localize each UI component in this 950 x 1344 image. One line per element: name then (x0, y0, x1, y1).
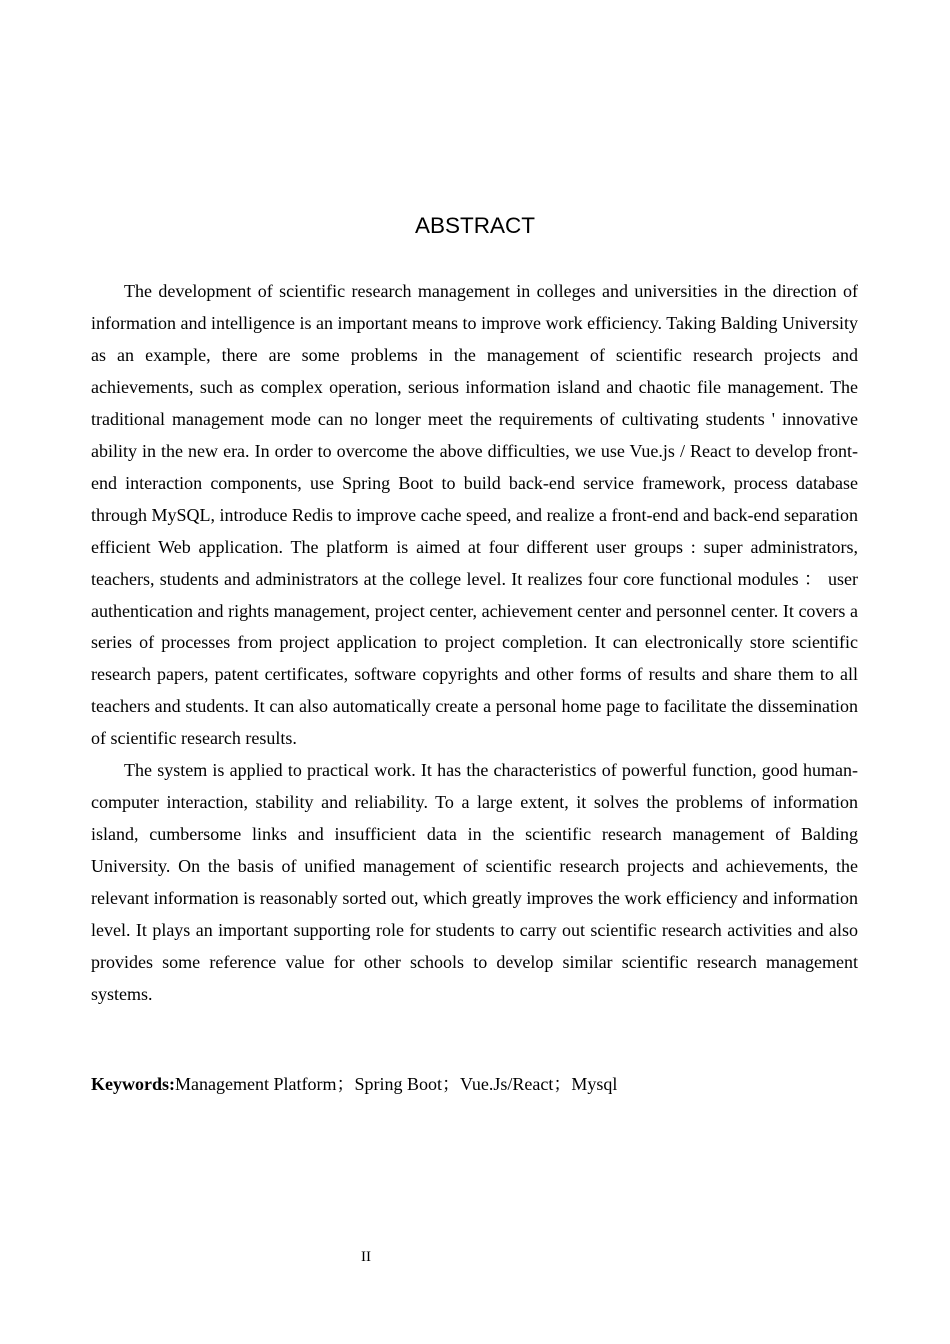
keywords-label: Keywords: (91, 1074, 175, 1094)
abstract-paragraph-1: The development of scientific research management in colleges and universities in the direction of information and intelligence is an important means to improve work efficiency. Taking Balding University as an example, there are some problems in the management of scientific research projects and achievements, such as complex operation, serious information island and chaotic file management. The traditional management mode can no longer meet the requirements of cultivating students ' innovative ability in the new era. In order to overcome the above difficulties, we use Vue.js / React to develop front-end interaction components, use Spring Boot to build back-end service framework, process database through MySQL, introduce Redis to improve cache speed, and realize a front-end and back-end separation efficient Web application. The platform is aimed at four different user groups : super administrators, teachers, students and administrators at the college level. It realizes four core functional modules ： user authentication and rights management, project center, achievement center and personnel center. It covers a series of processes from project application to project completion. It can electronically store scientific research papers, patent certificates, software copyrights and other forms of results and share them to all teachers and students. It can also automatically create a personal home page to facilitate the dissemination of scientific research results. (91, 281, 858, 749)
abstract-title: ABSTRACT (414, 213, 535, 238)
page-number: II (361, 1249, 371, 1265)
keywords-text: Management Platform；Spring Boot；Vue.Js/React；Mysql (175, 1074, 618, 1094)
abstract-paragraph-2: The system is applied to practical work. It has the characteristics of powerful function, good human-computer interaction, stability and reliability. To a large extent, it solves the problems of information island, cumbersome links and insufficient data in the scientific research management of Balding University. On the basis of unified management of scientific research projects and achievements, the relevant information is reasonably sorted out, which greatly improves the work efficiency and information level. It plays an important supporting role for students to carry out scientific research activities and also provides some reference value for other schools to develop similar scientific research management systems. (91, 760, 858, 1004)
abstract-body (91, 276, 858, 1011)
keywords-line (91, 1068, 858, 1100)
